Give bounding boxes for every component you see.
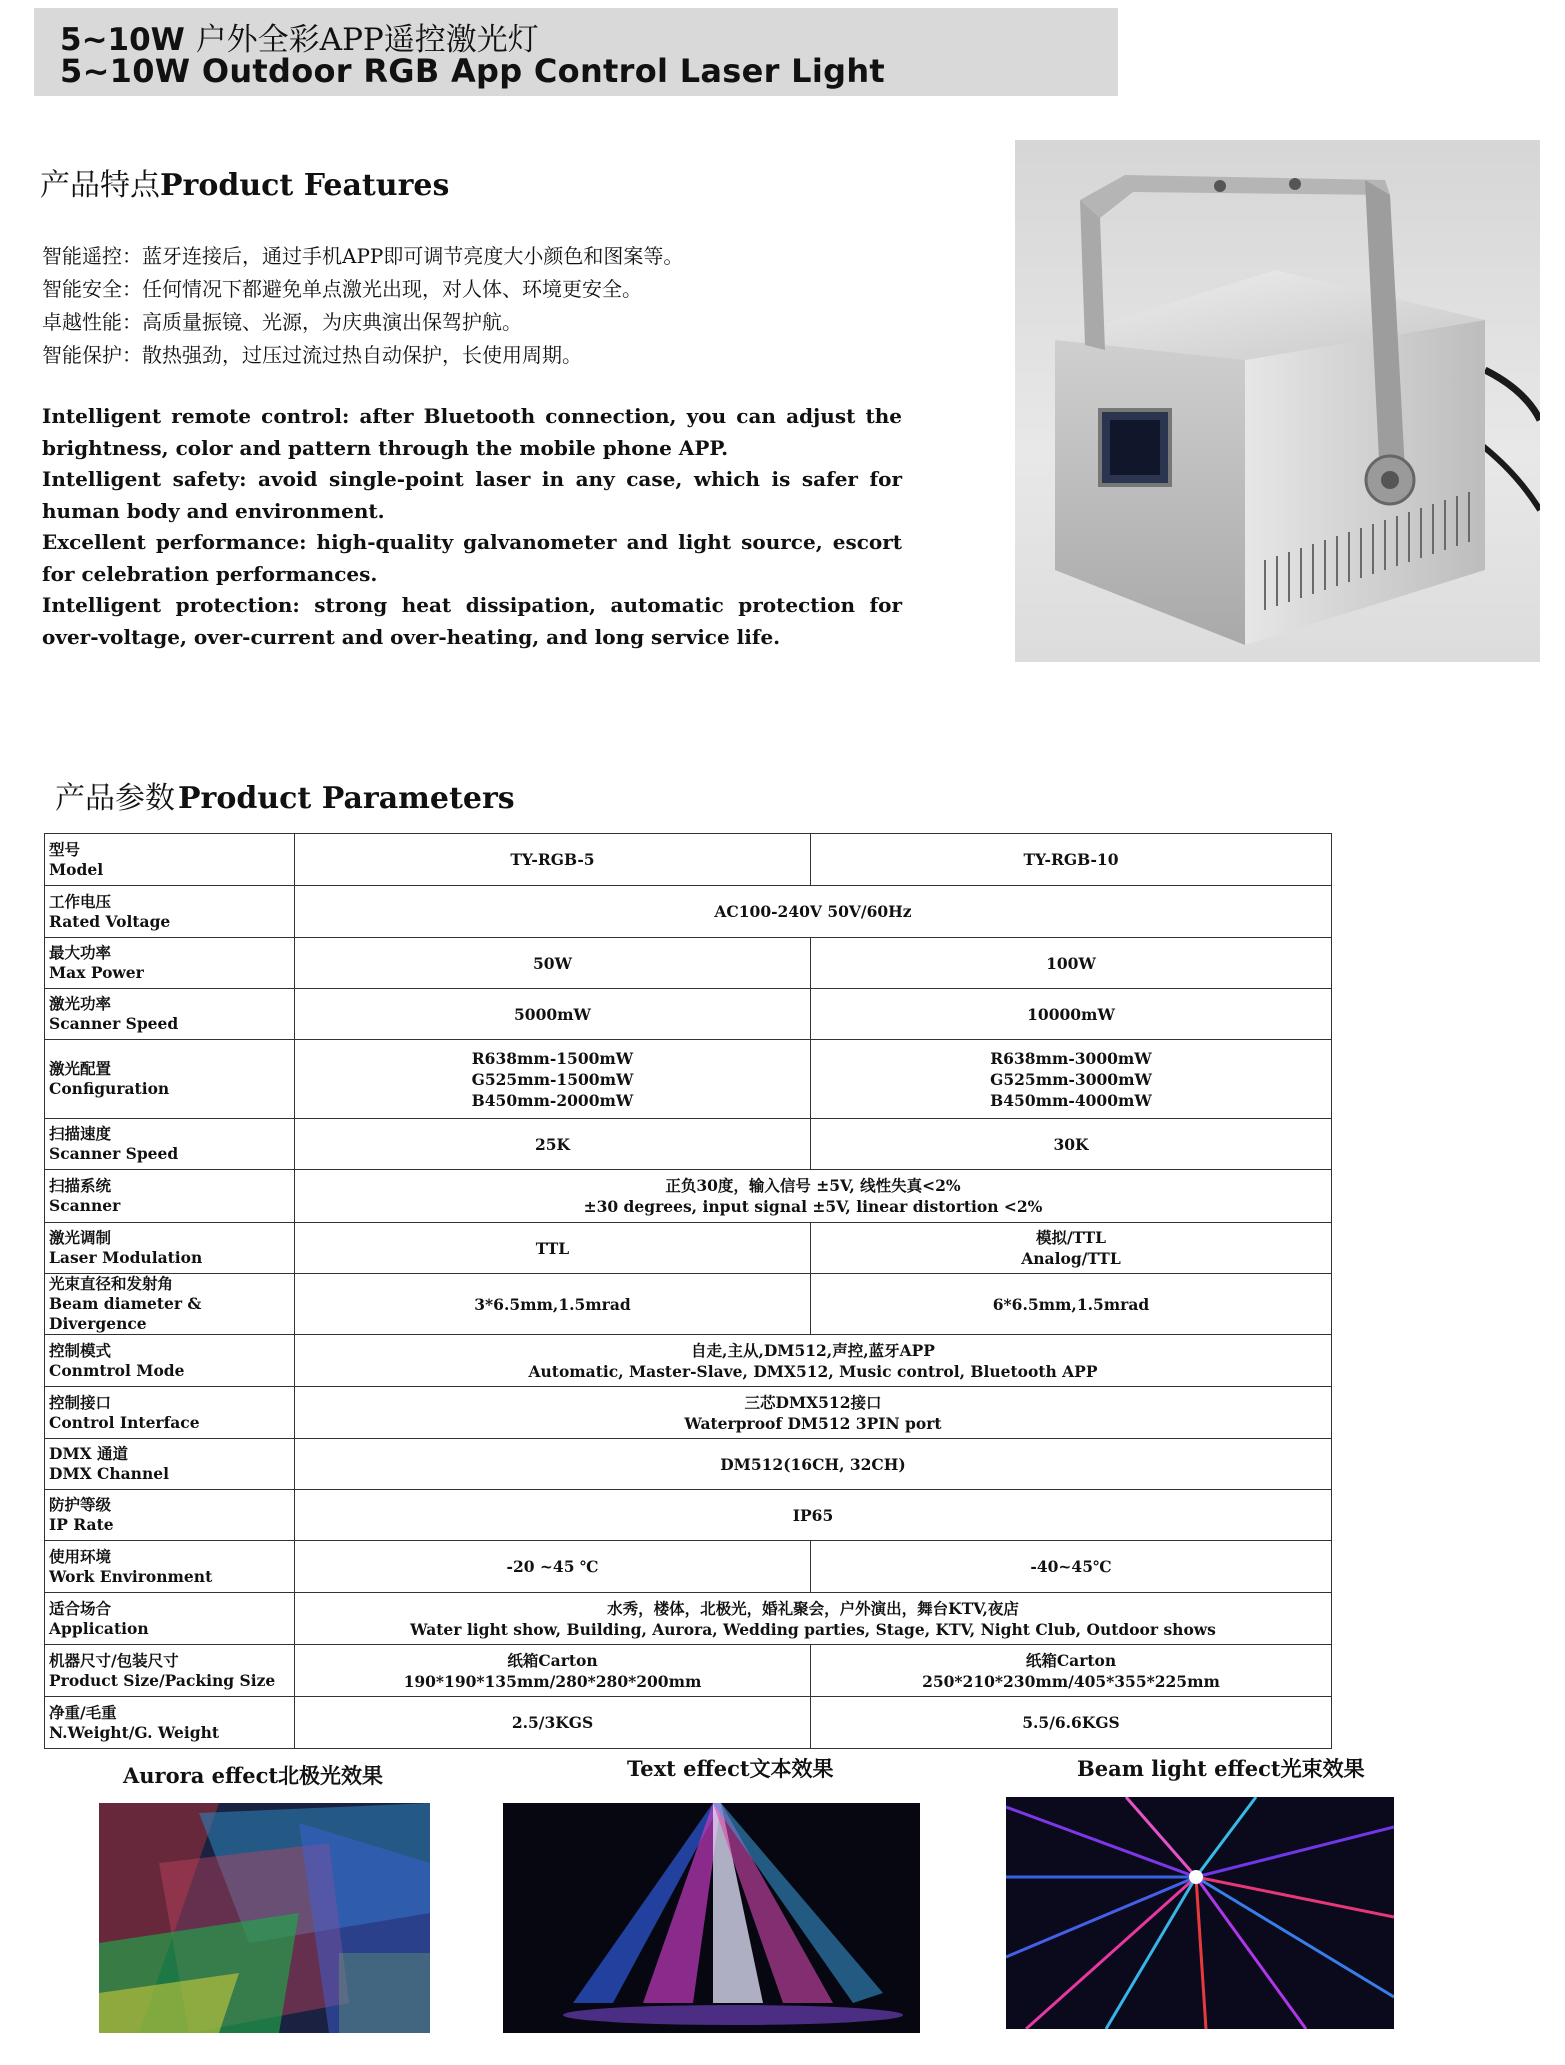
beam-effect-caption: Beam light effect光束效果 — [1077, 1756, 1365, 1781]
param-value — [295, 1223, 811, 1274]
features-title-en: Product Features — [160, 168, 450, 203]
param-value-line: 三芯DMX512接口 — [744, 1392, 882, 1412]
product-photo — [1015, 140, 1540, 662]
feature-cn-line: 智能安全：任何情况下都避免单点激光出现，对人体、环境更安全。 — [42, 277, 642, 301]
param-label-cn: 最大功率 — [49, 943, 112, 962]
param-value-line: 190*190*135mm/280*280*200mm — [403, 1671, 702, 1691]
param-label — [45, 1541, 295, 1593]
param-label — [45, 1439, 295, 1490]
param-label — [45, 1223, 295, 1274]
beam-effect-image — [1006, 1797, 1394, 2029]
param-row — [45, 1593, 1332, 1645]
param-value-line: 2.5/3KGS — [511, 1713, 594, 1732]
param-row — [45, 989, 1332, 1040]
param-label-en: Beam diameter & Divergence — [49, 1294, 202, 1333]
param-label — [45, 1119, 295, 1170]
param-label — [45, 1645, 295, 1697]
param-value — [295, 989, 811, 1040]
param-row — [45, 1490, 1332, 1541]
param-label-cn: 控制模式 — [49, 1340, 112, 1360]
param-label-en: DMX Channel — [49, 1464, 169, 1483]
param-value — [811, 834, 1332, 886]
param-value-line: 3*6.5mm,1.5mrad — [474, 1294, 631, 1314]
param-row — [45, 1335, 1332, 1387]
param-label-cn: 型号 — [49, 839, 81, 859]
param-value-line: B450mm-4000mW — [990, 1090, 1152, 1110]
param-row — [45, 1274, 1332, 1335]
feature-cn-line: 卓越性能：高质量振镜、光源，为庆典演出保驾护航。 — [42, 310, 522, 334]
param-label-cn: 防护等级 — [49, 1495, 112, 1514]
param-label — [45, 1170, 295, 1223]
param-label-en: Product Size/Packing Size — [49, 1670, 276, 1690]
parameters-table — [44, 833, 1332, 1749]
param-label — [45, 1335, 295, 1387]
features-en-list — [42, 401, 902, 653]
param-value — [295, 1040, 811, 1119]
param-label-en: Model — [49, 859, 104, 879]
param-value — [811, 1119, 1332, 1170]
param-label-en: Scanner — [49, 1196, 121, 1215]
header-band — [34, 8, 1118, 96]
param-value — [811, 1223, 1332, 1274]
title-cn-prefix: 5~10W — [60, 22, 185, 58]
param-label — [45, 1387, 295, 1439]
param-label-cn: 激光功率 — [49, 994, 112, 1013]
parameters-title-en: Product Parameters — [178, 781, 515, 816]
title-cn-text: 户外全彩APP遥控激光灯 — [195, 22, 539, 58]
param-label-en: Application — [49, 1618, 149, 1638]
param-value-line: R638mm-1500mW — [471, 1048, 634, 1068]
param-row — [45, 1541, 1332, 1593]
param-value-span — [295, 886, 1332, 938]
param-label-cn: 光束直径和发射角 — [49, 1274, 174, 1293]
param-label-cn: 工作电压 — [49, 891, 112, 911]
param-value-line: 30K — [1053, 1134, 1089, 1154]
param-value — [811, 1697, 1332, 1749]
feature-cn-line: 智能保护：散热强劲，过压过流过热自动保护，长使用周期。 — [42, 343, 582, 367]
param-row — [45, 1040, 1332, 1119]
param-value-line: 25K — [534, 1134, 571, 1154]
param-value — [295, 1274, 811, 1335]
param-label-cn: 适合场合 — [49, 1598, 112, 1618]
param-value — [811, 989, 1332, 1040]
param-value-line: R638mm-3000mW — [990, 1048, 1152, 1068]
param-label-cn: DMX 通道 — [49, 1444, 129, 1463]
param-label — [45, 886, 295, 938]
param-value-line: TY-RGB-10 — [1023, 850, 1119, 869]
param-value — [295, 1119, 811, 1170]
param-row — [45, 1439, 1332, 1490]
param-value-line: Analog/TTL — [1021, 1249, 1121, 1268]
param-row — [45, 1119, 1332, 1170]
param-label-en: Work Environment — [49, 1566, 213, 1586]
param-value — [295, 1645, 811, 1697]
param-value-line: 50W — [533, 953, 572, 973]
aurora-effect-illustration — [99, 1803, 430, 2033]
param-value-line: 250*210*230mm/405*355*225mm — [922, 1671, 1220, 1691]
param-value-span — [295, 1490, 1332, 1541]
param-label — [45, 834, 295, 886]
param-label — [45, 938, 295, 989]
param-value-line: 纸箱Carton — [507, 1650, 598, 1670]
param-value-line: Waterproof DM512 3PIN port — [684, 1413, 942, 1433]
param-value-span — [295, 1170, 1332, 1223]
param-label-cn: 扫描速度 — [49, 1124, 112, 1143]
param-value-line: TY-RGB-5 — [510, 850, 595, 869]
param-label-cn: 净重/毛重 — [49, 1702, 117, 1722]
param-value-line: 10000mW — [1027, 1004, 1115, 1024]
param-row — [45, 886, 1332, 938]
param-value-line: AC100-240V 50V/60Hz — [714, 902, 912, 921]
param-label-en: Configuration — [49, 1079, 170, 1098]
param-label-en: Conmtrol Mode — [49, 1360, 185, 1380]
aurora-effect-image — [99, 1803, 430, 2033]
param-value-line: Water light show, Building, Aurora, Wedding parties, Stage, KTV, Night Club, Outdoor shows — [410, 1619, 1216, 1639]
param-value — [295, 1541, 811, 1593]
title-en: 5~10W Outdoor RGB App Control Laser Light — [60, 52, 886, 90]
parameters-table-body — [45, 834, 1332, 1749]
param-label-cn: 激光调制 — [49, 1228, 112, 1247]
feature-cn-line: 智能遥控：蓝牙连接后，通过手机APP即可调节亮度大小颜色和图案等。 — [42, 244, 684, 268]
param-value-line: -40~45℃ — [1030, 1557, 1112, 1576]
param-row — [45, 938, 1332, 989]
param-label-en: Scanner Speed — [49, 1144, 179, 1163]
param-value-line: G525mm-1500mW — [471, 1069, 634, 1089]
param-label — [45, 1697, 295, 1749]
param-value-span — [295, 1387, 1332, 1439]
param-value — [811, 1541, 1332, 1593]
param-label — [45, 989, 295, 1040]
param-label-cn: 机器尺寸/包装尺寸 — [49, 1650, 179, 1670]
param-value — [811, 1274, 1332, 1335]
param-row — [45, 1387, 1332, 1439]
param-value — [295, 834, 811, 886]
laser-unit-illustration — [1015, 140, 1540, 662]
features-title-cn: 产品特点 — [40, 168, 160, 203]
param-value-line: 自走,主从,DM512,声控,蓝牙APP — [691, 1340, 935, 1360]
param-label-en: N.Weight/G. Weight — [49, 1722, 220, 1742]
feature-en-paragraph: Intelligent protection: strong heat dissipation, automatic protection for over-voltage, over-current and over-heating, and long service life. — [42, 593, 902, 649]
param-label-en: Scanner Speed — [49, 1014, 179, 1033]
feature-en-paragraph: Intelligent remote control: after Bluetooth connection, you can adjust the brightness, color and pattern through the mobile phone APP. — [42, 404, 902, 460]
param-value-span — [295, 1335, 1332, 1387]
parameters-title-cn: 产品参数 — [55, 781, 175, 816]
param-label-en: Max Power — [49, 963, 144, 982]
param-value-line: -20 ~45 ℃ — [506, 1557, 599, 1576]
param-label-cn: 使用环境 — [49, 1546, 112, 1566]
feature-en-paragraph: Intelligent safety: avoid single-point laser in any case, which is safer for human body and environment. — [42, 467, 902, 523]
param-label-en: Rated Voltage — [49, 911, 171, 931]
param-row — [45, 1645, 1332, 1697]
param-value — [811, 938, 1332, 989]
param-value-line: 纸箱Carton — [1025, 1650, 1117, 1670]
param-label-cn: 扫描系统 — [49, 1176, 112, 1195]
text-effect-illustration — [503, 1803, 920, 2033]
param-value-line: 5.5/6.6KGS — [1022, 1713, 1120, 1732]
param-label — [45, 1040, 295, 1119]
param-row — [45, 1223, 1332, 1274]
param-value-line: 水秀，楼体，北极光，婚礼聚会，户外演出，舞台KTV,夜店 — [607, 1598, 1019, 1618]
param-value-span — [295, 1439, 1332, 1490]
parameters-title — [55, 773, 515, 817]
param-value — [811, 1645, 1332, 1697]
param-label-cn: 控制接口 — [49, 1392, 112, 1412]
param-label-en: Control Interface — [49, 1412, 200, 1432]
param-value-line: DM512(16CH, 32CH) — [720, 1454, 906, 1474]
param-value-line: IP65 — [792, 1505, 834, 1525]
param-value — [811, 1040, 1332, 1119]
text-effect-image — [503, 1803, 920, 2033]
param-value-line: Automatic, Master-Slave, DMX512, Music control, Bluetooth APP — [528, 1361, 1098, 1381]
text-effect-caption: Text effect文本效果 — [627, 1756, 834, 1781]
param-value-line: B450mm-2000mW — [471, 1090, 634, 1110]
param-label-en: Laser Modulation — [49, 1248, 203, 1267]
feature-en-paragraph: Excellent performance: high-quality galvanometer and light source, escort for celebration performances. — [42, 530, 902, 586]
param-value-line: TTL — [535, 1238, 570, 1258]
param-label — [45, 1274, 295, 1335]
param-label-en: IP Rate — [49, 1515, 114, 1534]
param-label-cn: 激光配置 — [49, 1059, 112, 1078]
param-value — [295, 938, 811, 989]
param-value-line: ±30 degrees, input signal ±5V, linear distortion <2% — [583, 1197, 1043, 1216]
param-row — [45, 1170, 1332, 1223]
param-value-line: 100W — [1046, 953, 1096, 973]
param-row — [45, 1697, 1332, 1749]
param-row — [45, 834, 1332, 886]
param-value-line: G525mm-3000mW — [990, 1069, 1152, 1089]
param-value-line: 6*6.5mm,1.5mrad — [992, 1294, 1150, 1314]
param-value-span — [295, 1593, 1332, 1645]
param-label — [45, 1593, 295, 1645]
param-label — [45, 1490, 295, 1541]
aurora-effect-caption: Aurora effect北极光效果 — [123, 1763, 384, 1788]
param-value-line: 模拟/TTL — [1035, 1228, 1107, 1247]
param-value-line: 5000mW — [514, 1004, 591, 1024]
param-value — [295, 1697, 811, 1749]
beam-effect-illustration — [1006, 1797, 1394, 2029]
features-cn-list — [42, 240, 683, 372]
param-value-line: 正负30度，输入信号 ±5V, 线性失真<2% — [665, 1176, 961, 1195]
features-title — [40, 160, 449, 204]
